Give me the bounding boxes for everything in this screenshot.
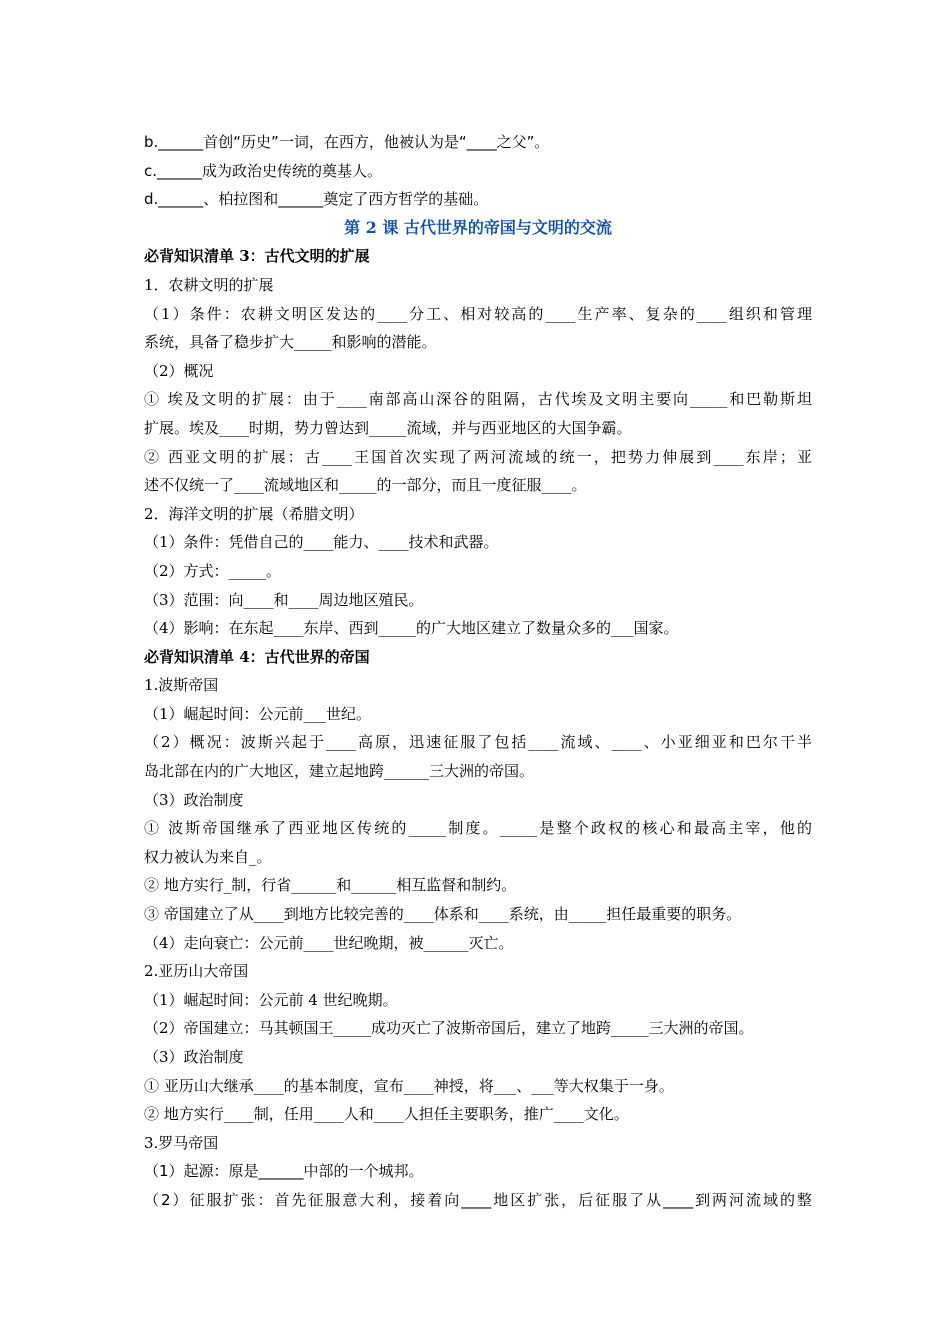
text-line: （3）政治制度 xyxy=(144,1048,244,1066)
lesson-title: 第 2 课 古代世界的帝国与文明的交流 xyxy=(344,217,612,237)
section-heading-4: 必背知识清单 4：古代世界的帝国 xyxy=(144,647,370,666)
text-line: ① 波斯帝国继承了西亚地区传统的_____制度。_____是整个政权的核心和最高主宰，他的 xyxy=(144,819,812,838)
text-line-b: b.______首创“历史”一词，在西方，他被认为是“____之父”。 xyxy=(144,133,550,151)
text-line: （4）影响：在东起____东岸、西到_____的广大地区建立了数量众多的___国家。 xyxy=(144,619,679,638)
text-line: ② 西亚文明的扩展：古____王国首次实现了两河流域的统一，把势力伸展到____东岸；亚 xyxy=(144,447,812,466)
text-line: （2）方式：_____。 xyxy=(144,561,282,580)
text-line: （2）征服扩张：首先征服意大利，接着向____地区扩张，后征服了从____到两河流域的整 xyxy=(144,1190,812,1209)
text-line: 述不仅统一了____流域地区和_____的一部分，而且一度征服____。 xyxy=(144,476,587,495)
section-heading-3: 必背知识清单 3：古代文明的扩展 xyxy=(144,247,370,266)
text-line: ① 埃及文明的扩展：由于____南部高山深谷的阻隔，古代埃及文明主要向_____和巴勒斯坦 xyxy=(144,390,812,409)
document-page xyxy=(144,128,812,1215)
text-line-c: c.______成为政治史传统的奠基人。 xyxy=(144,161,383,180)
text-line: （1）起源：原是______中部的一个城邦。 xyxy=(144,1162,424,1181)
text-line: ① 亚历山大继承____的基本制度，宣布____神授，将___、___等大权集于一身。 xyxy=(144,1076,674,1095)
text-line: （4）走向衰亡：公元前____世纪晚期，被______灭亡。 xyxy=(144,933,514,952)
text-line: （2）概况：波斯兴起于____高原，迅速征服了包括____流域、____、小亚细亚和巴尔干半 xyxy=(144,733,812,752)
text-line: 岛北部在内的广大地区，建立起地跨______三大洲的帝国。 xyxy=(144,762,535,781)
text-line: ② 地方实行____制，任用____人和____人担任主要职务，推广____文化。 xyxy=(144,1105,629,1124)
text-line: 权力被认为来自_。 xyxy=(144,847,272,866)
text-line-d: d.______、柏拉图和______奠定了西方哲学的基础。 xyxy=(144,190,489,209)
text-line: （1）条件：凭借自己的____能力、____技术和武器。 xyxy=(144,533,499,552)
subheading-rome: 3.罗马帝国 xyxy=(144,1133,219,1152)
text-line: （1）崛起时间：公元前 4 世纪晚期。 xyxy=(144,990,398,1009)
text-line: （3）范围：向____和____周边地区殖民。 xyxy=(144,590,424,609)
text-line: （1）崛起时间：公元前___世纪。 xyxy=(144,704,372,723)
subheading-alexander: 2.亚历山大帝国 xyxy=(144,962,249,981)
text-line: （2）帝国建立：马其顿国王_____成功灭亡了波斯帝国后，建立了地跨_____三大洲的帝国。 xyxy=(144,1019,754,1038)
text-line: 扩展。埃及____时期，势力曾达到_____流域，并与西亚地区的大国争霸。 xyxy=(144,418,632,437)
subheading-persia: 1.波斯帝国 xyxy=(144,676,219,695)
text-line: （3）政治制度 xyxy=(144,790,244,809)
subheading-maritime: 2．海洋文明的扩展（希腊文明） xyxy=(144,504,364,523)
text-line: ② 地方实行_制，行省______和______相互监督和制约。 xyxy=(144,876,517,895)
text-line: （2）概况 xyxy=(144,361,214,380)
subheading-agricultural: 1．农耕文明的扩展 xyxy=(144,275,274,294)
text-line: 系统，具备了稳步扩大_____和影响的潜能。 xyxy=(144,333,437,352)
text-line: ③ 帝国建立了从____到地方比较完善的____体系和____系统，由_____担任最重要的职务。 xyxy=(144,905,742,924)
text-line: （1）条件：农耕文明区发达的____分工、相对较高的____生产率、复杂的____组织和管理 xyxy=(144,304,812,323)
